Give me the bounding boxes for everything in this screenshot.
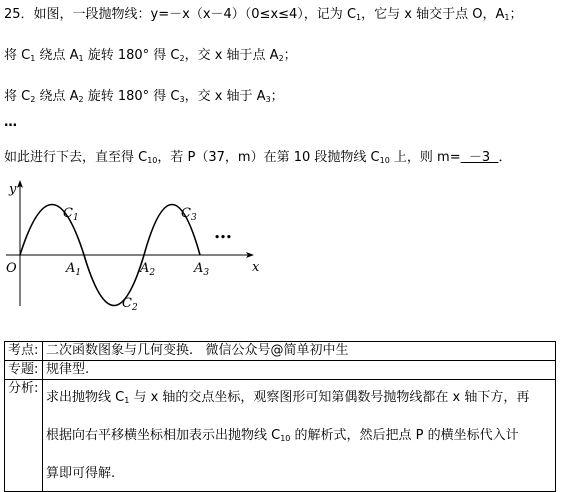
a3-label: $A_3$ — [194, 261, 210, 278]
subscript: 1 — [78, 54, 84, 63]
text: 25．如图，一段抛物线：y=－x（x－4）（0≤x≤4），记为 C — [4, 7, 357, 22]
subscript: 1 — [124, 396, 130, 405]
curve-c2 — [84, 255, 144, 306]
problem-line-1 — [4, 6, 522, 27]
text: ，它与 x 轴交于点 O，A — [361, 7, 505, 22]
problem-line-3 — [4, 88, 284, 109]
text: 绕点 A — [35, 89, 79, 104]
origin-label: O — [6, 261, 17, 276]
subscript: 10 — [379, 156, 390, 165]
subscript: 10 — [280, 434, 291, 443]
text: 求出抛物线 C — [46, 390, 125, 405]
table-row — [5, 342, 556, 361]
fenxi-text — [43, 380, 556, 492]
subscript: 2 — [30, 95, 36, 104]
subscript: 3 — [265, 95, 271, 104]
text: 将 C — [4, 89, 31, 104]
text: ； — [283, 48, 297, 63]
fenxi-label: 分析: — [5, 380, 43, 492]
text: 上，则 m= — [389, 150, 461, 165]
continuation-dots: … — [214, 222, 232, 243]
parabola-figure — [0, 176, 290, 312]
a1-label: $A_1$ — [66, 261, 82, 278]
table-row — [5, 380, 556, 492]
fenxi-line-1 — [46, 380, 552, 418]
c2-label: $C_2$ — [122, 296, 138, 312]
a2-label: $A_2$ — [140, 261, 156, 278]
subscript: 3 — [179, 95, 185, 104]
c1-label: $C_1$ — [63, 206, 79, 223]
text: 如此进行下去，直至得 C — [4, 150, 148, 165]
answer-blank: －3 — [460, 150, 499, 165]
subscript: 2 — [78, 95, 84, 104]
kaodian-label: 考点: — [5, 342, 43, 361]
text: 将 C — [4, 48, 31, 63]
table-row — [5, 361, 556, 380]
text: 旋转 180° 得 C — [83, 48, 180, 63]
text: 根据向右平移横坐标相加表示出抛物线 C — [46, 428, 281, 443]
zhuanti-label: 专题: — [5, 361, 43, 380]
y-label: y — [9, 182, 17, 197]
zhuanti-text: 规律型. — [43, 361, 556, 380]
subscript: 2 — [278, 54, 284, 63]
fenxi-line-2 — [46, 418, 552, 456]
subscript: 10 — [147, 156, 158, 165]
text: ，交 x 轴于点 A — [184, 48, 279, 63]
subscript: 1 — [504, 13, 510, 22]
subscript: 2 — [179, 54, 185, 63]
problem-line-5 — [4, 149, 511, 170]
text: 与 x 轴的交点坐标，观察图形可知第偶数号抛物线都在 x 轴下方，再 — [129, 390, 530, 405]
problem-line-2 — [4, 47, 297, 68]
text: ； — [270, 89, 284, 104]
text: 绕点 A — [35, 48, 79, 63]
text: 旋转 180° 得 C — [83, 89, 180, 104]
text: ，交 x 轴于 A — [184, 89, 266, 104]
analysis-table — [4, 341, 556, 492]
c3-label: $C_3$ — [181, 206, 197, 223]
text: ，若 P（37，m）在第 10 段抛物线 C — [157, 150, 380, 165]
text: ． — [498, 150, 512, 165]
x-label: x — [252, 260, 260, 275]
text: 的解析式，然后把点 P 的横坐标代入计 — [290, 428, 519, 443]
subscript: 1 — [356, 13, 362, 22]
fenxi-line-3: 算即可得解. — [46, 466, 116, 481]
text: ； — [509, 7, 523, 22]
kaodian-text: 二次函数图象与几何变换. 微信公众号@简单初中生 — [43, 342, 556, 361]
subscript: 1 — [30, 54, 36, 63]
ellipsis-line: … — [4, 115, 17, 130]
